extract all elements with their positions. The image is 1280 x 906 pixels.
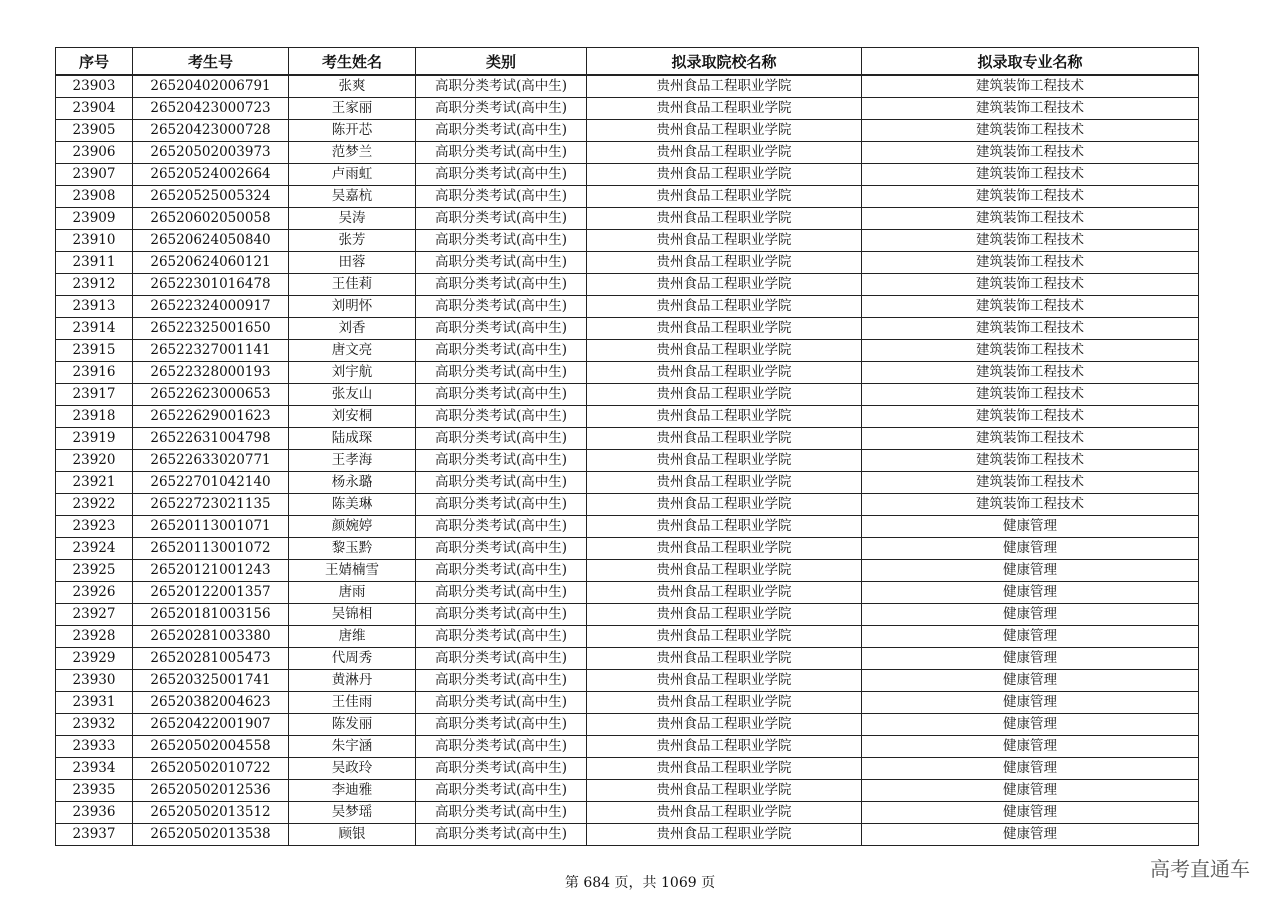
cell-category: 高职分类考试(高中生) [416, 318, 587, 340]
cell-candidate-id: 26520502003973 [133, 142, 289, 164]
table-body [56, 75, 1199, 846]
cell-category: 高职分类考试(高中生) [416, 296, 587, 318]
cell-candidate-name: 代周秀 [289, 648, 416, 670]
cell-category: 高职分类考试(高中生) [416, 274, 587, 296]
cell-serial: 23921 [56, 472, 133, 494]
cell-candidate-id: 26520325001741 [133, 670, 289, 692]
table-row [56, 428, 1199, 450]
cell-candidate-name: 吴嘉杭 [289, 186, 416, 208]
cell-candidate-name: 黎玉黔 [289, 538, 416, 560]
cell-serial: 23910 [56, 230, 133, 252]
cell-candidate-id: 26520502013538 [133, 824, 289, 846]
cell-school: 贵州食品工程职业学院 [587, 208, 862, 230]
table-row [56, 494, 1199, 516]
cell-serial: 23912 [56, 274, 133, 296]
cell-candidate-name: 陆成琛 [289, 428, 416, 450]
cell-category: 高职分类考试(高中生) [416, 824, 587, 846]
cell-candidate-name: 李迪雅 [289, 780, 416, 802]
table-row [56, 604, 1199, 626]
cell-candidate-id: 26520624050840 [133, 230, 289, 252]
table-row [56, 340, 1199, 362]
cell-serial: 23908 [56, 186, 133, 208]
cell-major: 健康管理 [862, 626, 1199, 648]
admission-table [55, 47, 1199, 846]
cell-candidate-name: 刘香 [289, 318, 416, 340]
cell-category: 高职分类考试(高中生) [416, 648, 587, 670]
header-serial: 序号 [56, 48, 133, 76]
cell-major: 建筑装饰工程技术 [862, 164, 1199, 186]
table-row [56, 648, 1199, 670]
table-row [56, 516, 1199, 538]
cell-candidate-name: 唐文亮 [289, 340, 416, 362]
cell-serial: 23929 [56, 648, 133, 670]
cell-major: 建筑装饰工程技术 [862, 252, 1199, 274]
footer-page-number: 684 [583, 875, 611, 891]
cell-category: 高职分类考试(高中生) [416, 472, 587, 494]
cell-serial: 23922 [56, 494, 133, 516]
cell-candidate-id: 26522324000917 [133, 296, 289, 318]
table-row [56, 472, 1199, 494]
cell-major: 建筑装饰工程技术 [862, 75, 1199, 98]
cell-category: 高职分类考试(高中生) [416, 98, 587, 120]
cell-school: 贵州食品工程职业学院 [587, 318, 862, 340]
cell-major: 建筑装饰工程技术 [862, 318, 1199, 340]
table-row [56, 274, 1199, 296]
cell-serial: 23907 [56, 164, 133, 186]
cell-category: 高职分类考试(高中生) [416, 75, 587, 98]
cell-candidate-name: 王婧楠雪 [289, 560, 416, 582]
cell-candidate-name: 唐雨 [289, 582, 416, 604]
cell-major: 健康管理 [862, 692, 1199, 714]
cell-category: 高职分类考试(高中生) [416, 692, 587, 714]
table-row [56, 670, 1199, 692]
cell-category: 高职分类考试(高中生) [416, 494, 587, 516]
cell-category: 高职分类考试(高中生) [416, 736, 587, 758]
cell-school: 贵州食品工程职业学院 [587, 472, 862, 494]
cell-candidate-name: 陈发丽 [289, 714, 416, 736]
cell-category: 高职分类考试(高中生) [416, 538, 587, 560]
cell-candidate-id: 26520121001243 [133, 560, 289, 582]
table-header-row [56, 48, 1199, 76]
table-row [56, 780, 1199, 802]
cell-candidate-id: 26520502010722 [133, 758, 289, 780]
cell-candidate-id: 26522623000653 [133, 384, 289, 406]
cell-major: 健康管理 [862, 824, 1199, 846]
cell-candidate-name: 王家丽 [289, 98, 416, 120]
header-candidate-name: 考生姓名 [289, 48, 416, 76]
cell-serial: 23916 [56, 362, 133, 384]
cell-candidate-name: 吴锦相 [289, 604, 416, 626]
cell-candidate-id: 26522629001623 [133, 406, 289, 428]
cell-candidate-name: 顾银 [289, 824, 416, 846]
cell-school: 贵州食品工程职业学院 [587, 120, 862, 142]
cell-major: 健康管理 [862, 802, 1199, 824]
cell-serial: 23917 [56, 384, 133, 406]
cell-candidate-name: 刘明怀 [289, 296, 416, 318]
cell-category: 高职分类考试(高中生) [416, 780, 587, 802]
cell-category: 高职分类考试(高中生) [416, 626, 587, 648]
table-row [56, 802, 1199, 824]
cell-major: 健康管理 [862, 780, 1199, 802]
cell-serial: 23914 [56, 318, 133, 340]
cell-candidate-id: 26522327001141 [133, 340, 289, 362]
cell-major: 健康管理 [862, 670, 1199, 692]
cell-candidate-name: 范梦兰 [289, 142, 416, 164]
cell-candidate-id: 26520281003380 [133, 626, 289, 648]
cell-category: 高职分类考试(高中生) [416, 758, 587, 780]
table-row [56, 538, 1199, 560]
cell-major: 建筑装饰工程技术 [862, 384, 1199, 406]
cell-candidate-id: 26520281005473 [133, 648, 289, 670]
cell-school: 贵州食品工程职业学院 [587, 274, 862, 296]
cell-category: 高职分类考试(高中生) [416, 406, 587, 428]
cell-category: 高职分类考试(高中生) [416, 384, 587, 406]
footer-total-pages: 1069 [661, 875, 697, 891]
cell-school: 贵州食品工程职业学院 [587, 714, 862, 736]
cell-serial: 23911 [56, 252, 133, 274]
cell-serial: 23904 [56, 98, 133, 120]
cell-category: 高职分类考试(高中生) [416, 186, 587, 208]
cell-serial: 23918 [56, 406, 133, 428]
cell-candidate-id: 26520402006791 [133, 75, 289, 98]
cell-major: 健康管理 [862, 604, 1199, 626]
table-row [56, 75, 1199, 98]
cell-candidate-id: 26520502004558 [133, 736, 289, 758]
cell-candidate-id: 26520382004623 [133, 692, 289, 714]
cell-candidate-name: 刘安桐 [289, 406, 416, 428]
table-row [56, 692, 1199, 714]
cell-candidate-id: 26522301016478 [133, 274, 289, 296]
cell-candidate-id: 26520122001357 [133, 582, 289, 604]
cell-serial: 23935 [56, 780, 133, 802]
cell-school: 贵州食品工程职业学院 [587, 824, 862, 846]
cell-candidate-name: 吴涛 [289, 208, 416, 230]
cell-candidate-id: 26522723021135 [133, 494, 289, 516]
cell-serial: 23934 [56, 758, 133, 780]
table-row [56, 758, 1199, 780]
cell-candidate-id: 26520524002664 [133, 164, 289, 186]
cell-candidate-name: 张友山 [289, 384, 416, 406]
cell-candidate-id: 26520502012536 [133, 780, 289, 802]
cell-serial: 23906 [56, 142, 133, 164]
cell-candidate-id: 26522328000193 [133, 362, 289, 384]
table-row [56, 560, 1199, 582]
cell-major: 建筑装饰工程技术 [862, 142, 1199, 164]
cell-serial: 23937 [56, 824, 133, 846]
cell-serial: 23926 [56, 582, 133, 604]
table-row [56, 824, 1199, 846]
cell-serial: 23903 [56, 75, 133, 98]
cell-school: 贵州食品工程职业学院 [587, 560, 862, 582]
cell-candidate-id: 26522633020771 [133, 450, 289, 472]
cell-major: 建筑装饰工程技术 [862, 186, 1199, 208]
cell-category: 高职分类考试(高中生) [416, 714, 587, 736]
cell-school: 贵州食品工程职业学院 [587, 186, 862, 208]
cell-category: 高职分类考试(高中生) [416, 516, 587, 538]
cell-category: 高职分类考试(高中生) [416, 428, 587, 450]
cell-school: 贵州食品工程职业学院 [587, 538, 862, 560]
cell-candidate-id: 26520423000728 [133, 120, 289, 142]
cell-major: 建筑装饰工程技术 [862, 450, 1199, 472]
cell-major: 健康管理 [862, 538, 1199, 560]
cell-candidate-name: 黄淋丹 [289, 670, 416, 692]
cell-school: 贵州食品工程职业学院 [587, 384, 862, 406]
header-major: 拟录取专业名称 [862, 48, 1199, 76]
cell-serial: 23925 [56, 560, 133, 582]
footer-prefix: 第 [564, 875, 584, 891]
cell-major: 建筑装饰工程技术 [862, 362, 1199, 384]
cell-school: 贵州食品工程职业学院 [587, 450, 862, 472]
table-row [56, 142, 1199, 164]
cell-serial: 23933 [56, 736, 133, 758]
cell-candidate-id: 26520181003156 [133, 604, 289, 626]
table-row [56, 186, 1199, 208]
cell-category: 高职分类考试(高中生) [416, 560, 587, 582]
table-row [56, 230, 1199, 252]
cell-serial: 23924 [56, 538, 133, 560]
cell-candidate-name: 陈美琳 [289, 494, 416, 516]
cell-candidate-name: 王孝海 [289, 450, 416, 472]
cell-school: 贵州食品工程职业学院 [587, 406, 862, 428]
page-footer [0, 872, 1280, 892]
cell-candidate-id: 26520502013512 [133, 802, 289, 824]
cell-candidate-id: 26520113001071 [133, 516, 289, 538]
cell-school: 贵州食品工程职业学院 [587, 252, 862, 274]
cell-major: 健康管理 [862, 560, 1199, 582]
table-row [56, 736, 1199, 758]
cell-serial: 23923 [56, 516, 133, 538]
cell-candidate-id: 26520423000723 [133, 98, 289, 120]
cell-serial: 23905 [56, 120, 133, 142]
cell-serial: 23909 [56, 208, 133, 230]
cell-school: 贵州食品工程职业学院 [587, 494, 862, 516]
cell-serial: 23931 [56, 692, 133, 714]
cell-serial: 23928 [56, 626, 133, 648]
table-row [56, 384, 1199, 406]
cell-candidate-name: 吴梦瑶 [289, 802, 416, 824]
cell-school: 贵州食品工程职业学院 [587, 164, 862, 186]
cell-candidate-name: 王佳雨 [289, 692, 416, 714]
table-row [56, 406, 1199, 428]
cell-candidate-name: 吴政玲 [289, 758, 416, 780]
cell-serial: 23919 [56, 428, 133, 450]
table-row [56, 582, 1199, 604]
cell-candidate-id: 26520113001072 [133, 538, 289, 560]
cell-category: 高职分类考试(高中生) [416, 142, 587, 164]
cell-school: 贵州食品工程职业学院 [587, 758, 862, 780]
cell-school: 贵州食品工程职业学院 [587, 604, 862, 626]
cell-candidate-name: 田蓉 [289, 252, 416, 274]
admission-list-sheet [55, 47, 1198, 846]
cell-category: 高职分类考试(高中生) [416, 340, 587, 362]
cell-major: 建筑装饰工程技术 [862, 230, 1199, 252]
table-row [56, 98, 1199, 120]
cell-candidate-id: 26520624060121 [133, 252, 289, 274]
cell-category: 高职分类考试(高中生) [416, 164, 587, 186]
cell-candidate-name: 卢雨虹 [289, 164, 416, 186]
cell-school: 贵州食品工程职业学院 [587, 340, 862, 362]
cell-major: 健康管理 [862, 582, 1199, 604]
table-row [56, 252, 1199, 274]
cell-major: 建筑装饰工程技术 [862, 340, 1199, 362]
cell-serial: 23913 [56, 296, 133, 318]
cell-school: 贵州食品工程职业学院 [587, 296, 862, 318]
cell-candidate-name: 刘宇航 [289, 362, 416, 384]
cell-category: 高职分类考试(高中生) [416, 208, 587, 230]
cell-candidate-name: 陈开芯 [289, 120, 416, 142]
cell-serial: 23920 [56, 450, 133, 472]
cell-school: 贵州食品工程职业学院 [587, 780, 862, 802]
cell-serial: 23927 [56, 604, 133, 626]
cell-category: 高职分类考试(高中生) [416, 802, 587, 824]
cell-school: 贵州食品工程职业学院 [587, 230, 862, 252]
cell-major: 健康管理 [862, 758, 1199, 780]
cell-candidate-id: 26520602050058 [133, 208, 289, 230]
cell-school: 贵州食品工程职业学院 [587, 142, 862, 164]
cell-category: 高职分类考试(高中生) [416, 604, 587, 626]
cell-candidate-id: 26522701042140 [133, 472, 289, 494]
cell-candidate-name: 张芳 [289, 230, 416, 252]
brand-watermark: 高考直通车 [1150, 857, 1250, 881]
table-row [56, 450, 1199, 472]
cell-serial: 23930 [56, 670, 133, 692]
cell-candidate-name: 颜婉婷 [289, 516, 416, 538]
header-school: 拟录取院校名称 [587, 48, 862, 76]
cell-major: 健康管理 [862, 648, 1199, 670]
table-row [56, 296, 1199, 318]
cell-school: 贵州食品工程职业学院 [587, 626, 862, 648]
cell-major: 建筑装饰工程技术 [862, 120, 1199, 142]
cell-major: 健康管理 [862, 736, 1199, 758]
cell-category: 高职分类考试(高中生) [416, 670, 587, 692]
cell-serial: 23932 [56, 714, 133, 736]
cell-category: 高职分类考试(高中生) [416, 450, 587, 472]
table-row [56, 362, 1199, 384]
cell-major: 建筑装饰工程技术 [862, 274, 1199, 296]
cell-candidate-name: 杨永璐 [289, 472, 416, 494]
cell-school: 贵州食品工程职业学院 [587, 75, 862, 98]
cell-major: 健康管理 [862, 516, 1199, 538]
cell-major: 建筑装饰工程技术 [862, 494, 1199, 516]
table-row [56, 164, 1199, 186]
cell-serial: 23915 [56, 340, 133, 362]
cell-candidate-name: 朱宇涵 [289, 736, 416, 758]
cell-major: 健康管理 [862, 714, 1199, 736]
table-row [56, 626, 1199, 648]
cell-category: 高职分类考试(高中生) [416, 362, 587, 384]
cell-candidate-id: 26522631004798 [133, 428, 289, 450]
header-category: 类别 [416, 48, 587, 76]
cell-school: 贵州食品工程职业学院 [587, 98, 862, 120]
cell-candidate-id: 26520525005324 [133, 186, 289, 208]
cell-school: 贵州食品工程职业学院 [587, 736, 862, 758]
table-row [56, 120, 1199, 142]
cell-major: 建筑装饰工程技术 [862, 472, 1199, 494]
header-candidate-id: 考生号 [133, 48, 289, 76]
cell-candidate-id: 26522325001650 [133, 318, 289, 340]
cell-candidate-name: 张爽 [289, 75, 416, 98]
cell-category: 高职分类考试(高中生) [416, 582, 587, 604]
cell-major: 建筑装饰工程技术 [862, 296, 1199, 318]
cell-major: 建筑装饰工程技术 [862, 428, 1199, 450]
cell-school: 贵州食品工程职业学院 [587, 670, 862, 692]
cell-major: 建筑装饰工程技术 [862, 98, 1199, 120]
footer-suffix: 页 [696, 875, 716, 891]
cell-school: 贵州食品工程职业学院 [587, 362, 862, 384]
footer-middle: 页，共 [610, 875, 661, 891]
cell-candidate-id: 26520422001907 [133, 714, 289, 736]
cell-school: 贵州食品工程职业学院 [587, 802, 862, 824]
cell-school: 贵州食品工程职业学院 [587, 516, 862, 538]
cell-category: 高职分类考试(高中生) [416, 120, 587, 142]
cell-candidate-name: 唐维 [289, 626, 416, 648]
cell-candidate-name: 王佳莉 [289, 274, 416, 296]
cell-category: 高职分类考试(高中生) [416, 252, 587, 274]
cell-major: 建筑装饰工程技术 [862, 406, 1199, 428]
cell-category: 高职分类考试(高中生) [416, 230, 587, 252]
table-row [56, 318, 1199, 340]
table-row [56, 208, 1199, 230]
cell-school: 贵州食品工程职业学院 [587, 428, 862, 450]
cell-school: 贵州食品工程职业学院 [587, 648, 862, 670]
cell-major: 建筑装饰工程技术 [862, 208, 1199, 230]
cell-school: 贵州食品工程职业学院 [587, 582, 862, 604]
cell-school: 贵州食品工程职业学院 [587, 692, 862, 714]
cell-serial: 23936 [56, 802, 133, 824]
table-row [56, 714, 1199, 736]
